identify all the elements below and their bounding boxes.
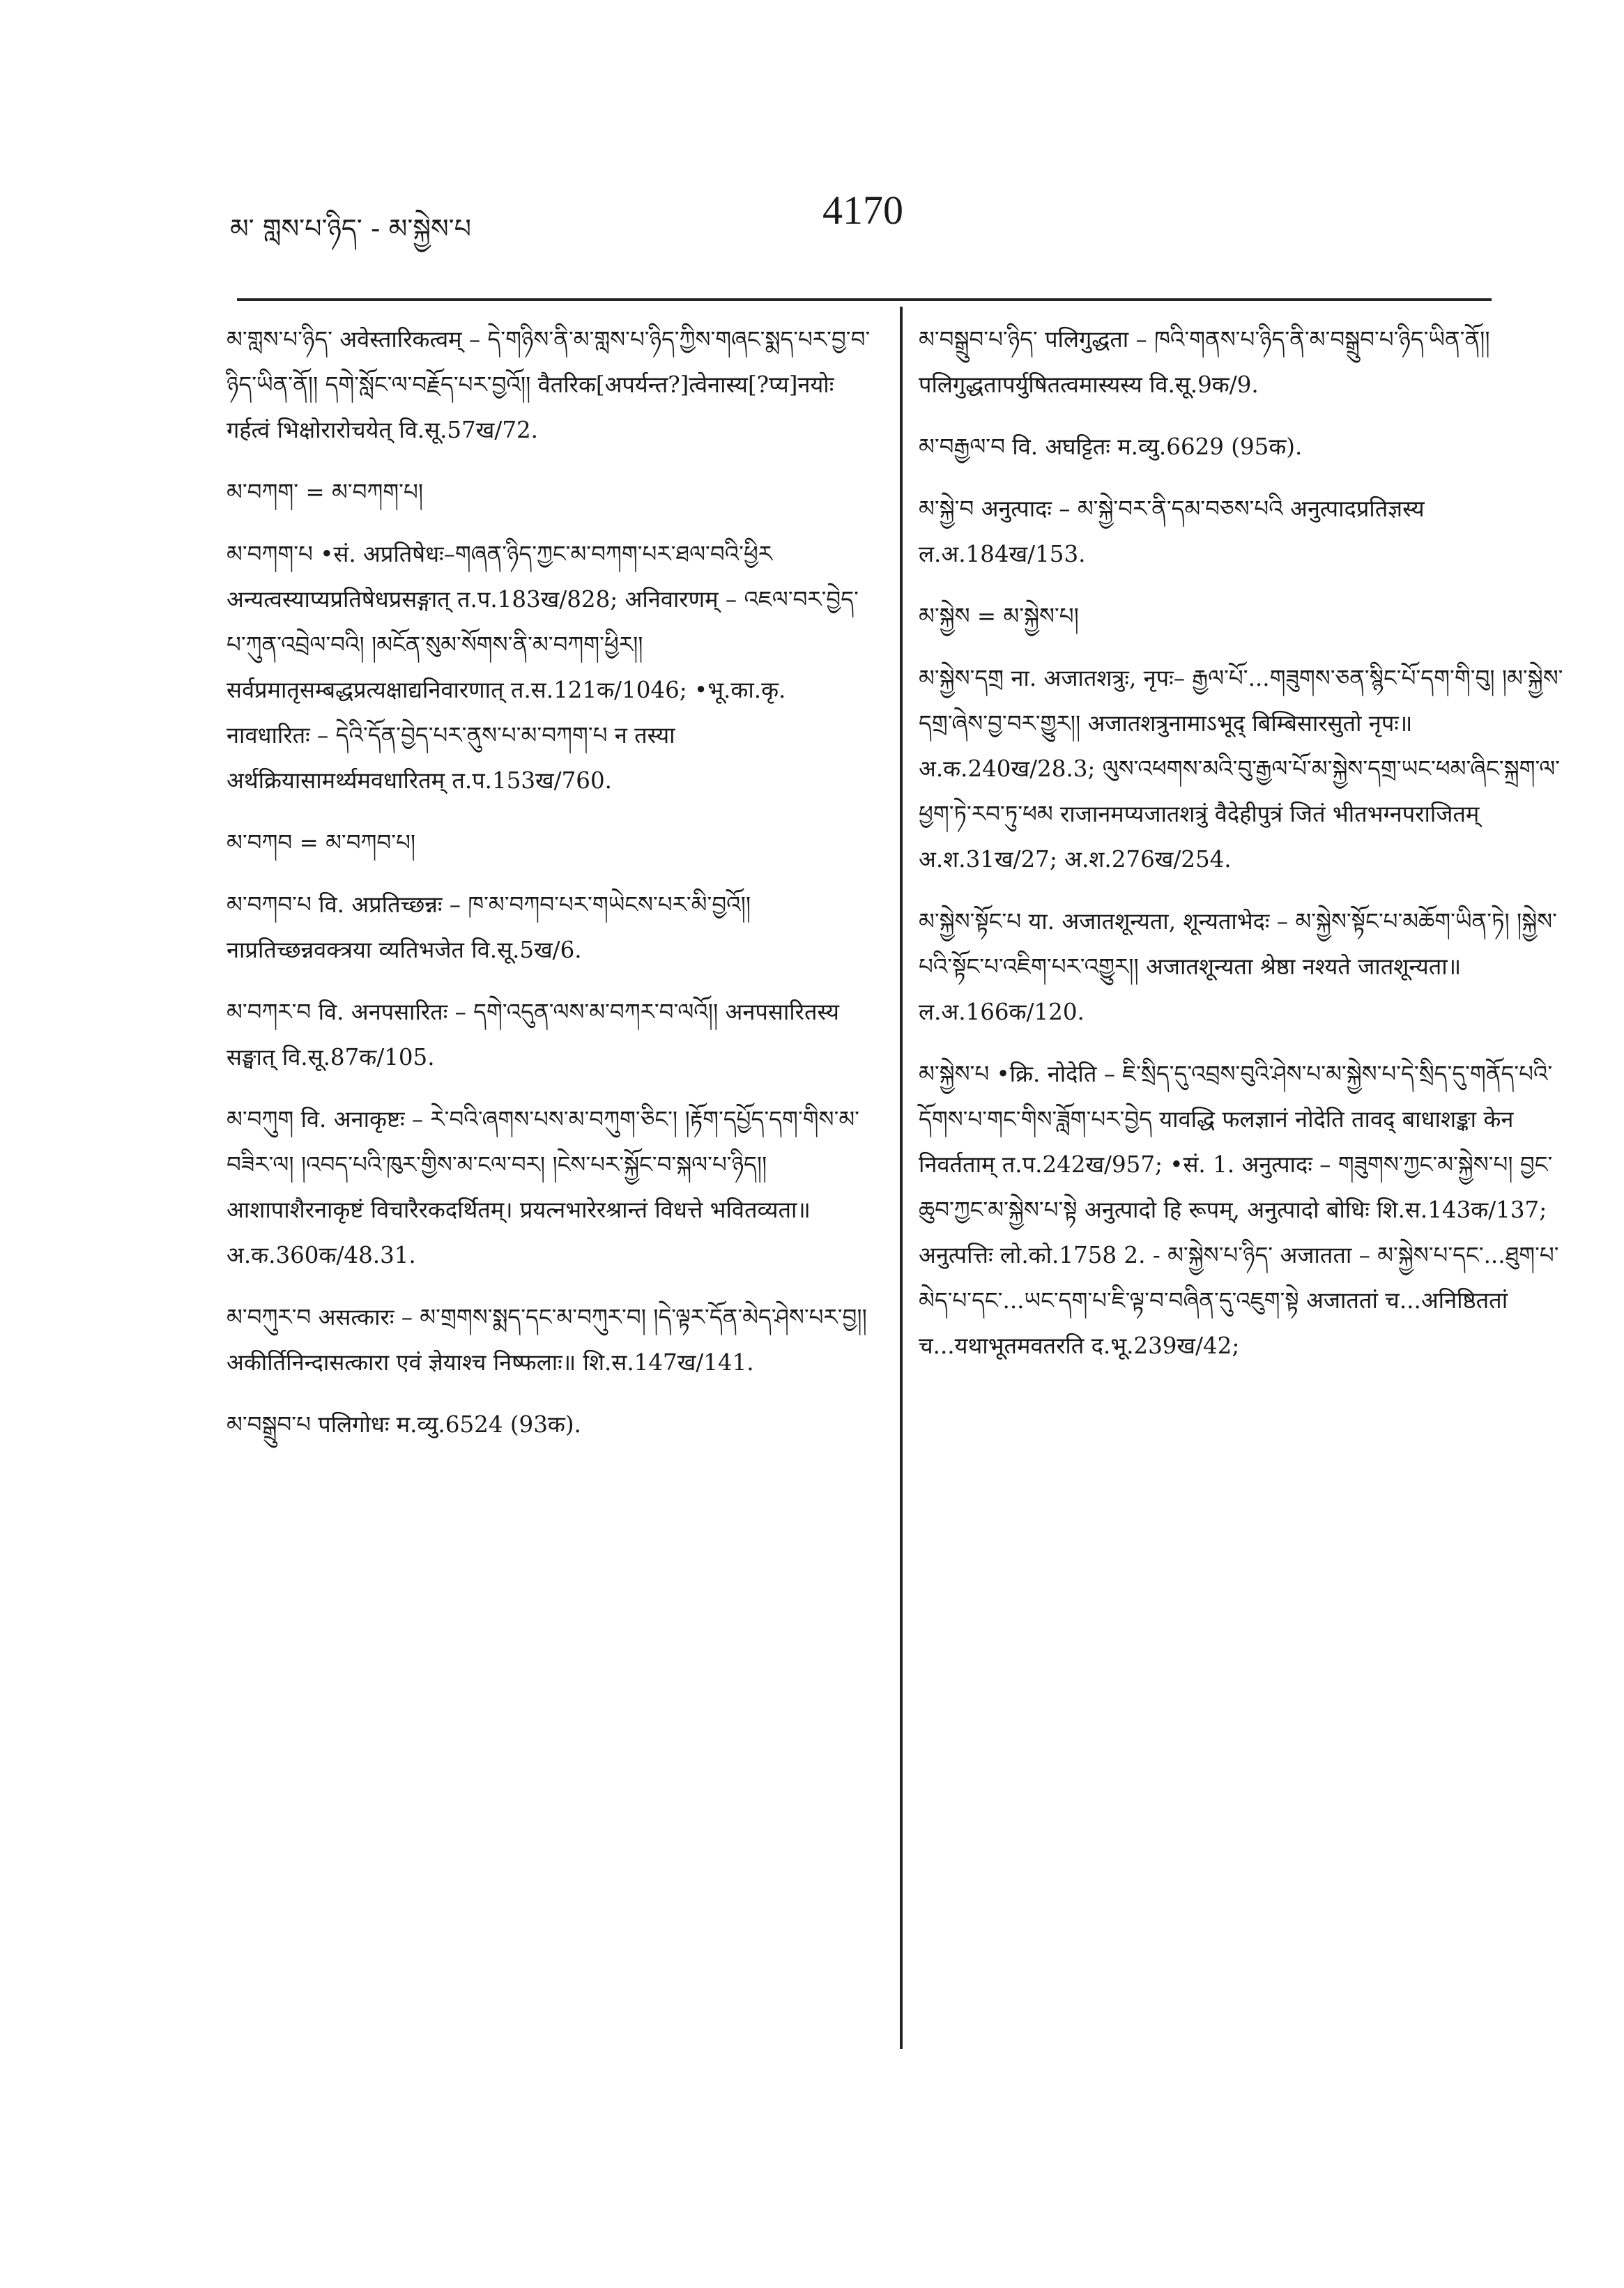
dictionary-entry: མ་བཀབ་པ वि. अप्रतिच्छन्नः – ཁ་མ་བཀབ་པར་གཡེངས་པར་མི་བྱའོ།། नाप्रतिच्छन्नवक्त्रया व्यतिभजेत वि.सू.5ख/6. [227, 891, 751, 963]
left-column [227, 317, 875, 1464]
dictionary-entry: མ་སྐྱེ་བ अनुत्पादः – མ་སྐྱེ་བར་ནི་དམ་བཅས་པའི अनुत्पादप्रतिज्ञस्य ल.अ.184ख/153. [919, 496, 1425, 567]
dictionary-entry: མ་གླས་པ་ཉིད་ अवेस्तारिकत्वम् – དེ་གཉིས་ནི་མ་གླས་པ་ཉིད་ཀྱིས་གཞང་སྨད་པར་བྱ་བ་ཉིད་ཡིན་ནོ།། དགེ་སློང་ལ་བརྗོད་པར་བྱའོ།། वैतरिक[अपर्यन्त?]त्वेनास्य[?प्य]नयोः गर्हत्वं भिक्षोरारोचयेत् वि.सू.57ख/72. [227, 326, 871, 443]
dictionary-entry: མ་བཀག་ = མ་བཀག་པ། [227, 479, 424, 505]
dictionary-entry: མ་བཀག་པ •सं. अप्रतिषेधः–གཞན་ཉིད་ཀྱང་མ་བཀག་པར་ཐལ་བའི་ཕྱིར अन्यत्वस्याप्यप्रतिषेधप्रसङ्गात् त.प.183ख/828; अनिवारणम् – འཇལ་བར་བྱེད་པ་ཀུན་འབྲེལ་བའི། །མངོན་སུམ་སོགས་ནི་མ་བཀག་ཕྱིར།། सर्वप्रमातृसम्बद्धप्रत्यक्षाद्यनिवारणात् त.स.121क/1046; •भू.का.कृ. नावधारितः – དེའི་དོན་བྱེད་པར་ནུས་པ་མ་བཀག་པ न तस्या अर्थक्रियासामर्थ्यमवधारितम् त.प.153ख/760. [227, 541, 859, 794]
dictionary-entry: མ་བཀར་བ वि. अनपसारितः – དགེ་འདུན་ལས་མ་བཀར་བ་ལའོ།། अनपसारितस्य सङ्घात् वि.सू.87क/105. [227, 999, 839, 1070]
dictionary-entry: མ་བཀབ = མ་བཀབ་པ། [227, 829, 416, 856]
dictionary-entry: མ་བཀུར་བ असत्कारः – མ་གྲགས་སྨད་དང་མ་བཀུར་བ། །དེ་ལྟར་དོན་མེད་ཤེས་པར་བྱ།། अकीर्तिनिन्दासत्कारा एवं ज्ञेयाश्च निष्फलाः॥ शि.स.147ख/141. [227, 1304, 867, 1376]
dictionary-entry: མ་བཀུག वि. अनाकृष्टः – རེ་བའི་ཞགས་པས་མ་བཀུག་ཅིང་། །རྟོག་དཔྱོད་དག་གིས་མ་བཟིར་ལ། །འབད་པའི་ཁུར་གྱིས་མ་ངལ་བར། །ངེས་པར་སྐྱོང་བ་སྐལ་པ་ཉིད།། आशापाशैरनाकृष्टं विचारैरकदर्थितम्। प्रयत्नभारेरश्रान्तं विधत्ते भवितव्यता॥ अ.क.360क/48.31. [227, 1106, 859, 1268]
page-number: 4170 [822, 187, 903, 233]
dictionary-entry: མ་སྐྱེས་པ •क्रि. नोदेति – ཇི་སྲིད་དུ་འབྲས་བུའི་ཤེས་པ་མ་སྐྱེས་པ་དེ་སྲིད་དུ་གནོད་པའི་དོགས་པ་གང་གིས་ཟློག་པར་བྱེད यावद्धि फलज्ञानं नोदेति तावद् बाधाशङ्का केन निवर्तताम् त.प.242ख/957; •सं. 1. अनुत्पादः – གཟུགས་ཀྱང་མ་སྐྱེས་པ། བྱང་ཆུབ་ཀྱང་མ་སྐྱེས་པ་སྟེ अनुत्पादो हि रूपम्, अनुत्पादो बोधिः शि.स.143क/137; अनुत्पत्तिः लो.को.1758 2. - མ་སྐྱེས་པ་ཉིད་ अजातता – མ་སྐྱེས་པ་དང་...ཐུག་པ་མེད་པ་དང་...ཡང་དག་པ་ཇི་ལྟ་བ་བཞིན་དུ་འཇུག་སྟེ अजाततां च...अनिष्ठिततां च...यथाभूतमवतरति द.भू.239ख/42; [919, 1061, 1559, 1359]
right-column [919, 317, 1570, 1385]
dictionary-entry: མ་སྐྱེས་དགྲ ना. अजातशत्रुः, नृपः– རྒྱལ་པོ་...གཟུགས་ཅན་སྙིང་པོ་དག་གི་བུ། །མ་སྐྱེས་དགྲ་ཞེས་བྱ་བར་གྱུར།། अजातशत्रुनामाऽभूद् बिम्बिसारसुतो नृपः॥ अ.क.240ख/28.3; ལུས་འཕགས་མའི་བུ་རྒྱལ་པོ་མ་སྐྱེས་དགྲ་ཡང་ཕམ་ཞིང་སྐྲག་ལ་ཕྱག་ཏེ་རབ་ཏུ་ཕམ राजानमप्यजातशत्रुं वैदेहीपुत्रं जितं भीतभग्नपराजितम् अ.श.31ख/27; अ.श.276ख/254. [919, 665, 1563, 873]
dictionary-entry: མ་སྐྱེས་སྟོང་པ या. अजातशून्यता, शून्यताभेदः – མ་སྐྱེས་སྟོང་པ་མཆོག་ཡིན་ཏེ། །སྐྱེས་པའི་སྟོང་པ་འཇིག་པར་འགྱུར།། अजातशून्यता श्रेष्ठा नश्यते जातशून्यता॥ ल.अ.166क/120. [919, 908, 1557, 1025]
running-head: མ་ གླས་པ་ཉིད་ - མ་སྐྱེས་པ [230, 213, 471, 244]
dictionary-entry: མ་བསྒྲུབ་པ पलिगोधः म.व्यु.6524 (93क). [227, 1411, 581, 1438]
dictionary-entry: མ་སྐྱེས = མ་སྐྱེས་པ། [919, 603, 1079, 629]
dictionary-entry: མ་བརྒྱལ་བ वि. अघट्टितः म.व्यु.6629 (95क). [919, 433, 1303, 460]
column-divider [900, 307, 903, 2049]
page-header [230, 187, 1485, 249]
header-rule [237, 298, 1492, 301]
dictionary-entry: མ་བསྒྲུབ་པ་ཉིད་ पलिगुद्धता – ཁའི་གནས་པ་ཉིད་ནི་མ་བསྒྲུབ་པ་ཉིད་ཡིན་ནོ།། पलिगुद्धतापर्युषितत्वमास्यस्य वि.सू.9क/9. [919, 326, 1490, 398]
